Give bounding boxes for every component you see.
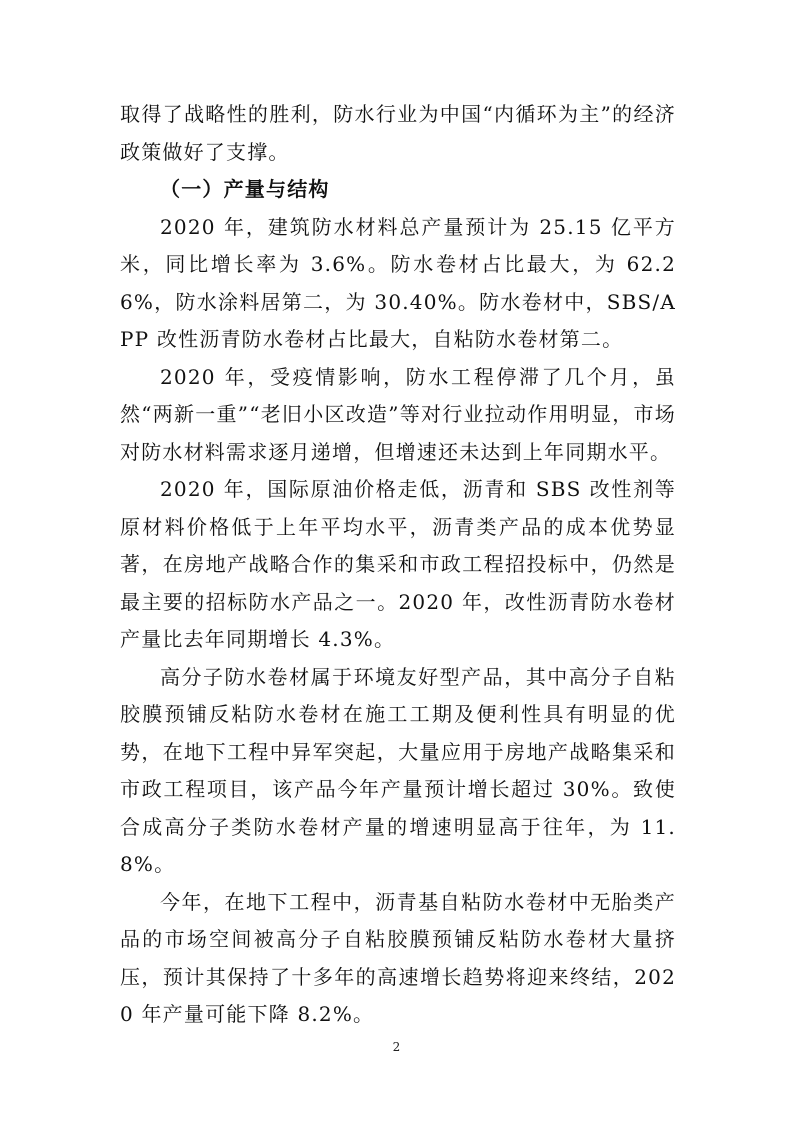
paragraph-pandemic-impact: 2020 年，受疫情影响，防水工程停滞了几个月，虽然“两新一重”“老旧小区改造”等对行业拉动作用明显，市场对防水材料需求逐月递增，但增速还未达到上年同期水平。 (120, 364, 676, 464)
paragraph-underground-engineering: 今年，在地下工程中，沥青基自粘防水卷材中无胎类产品的市场空间被高分子自粘胶膜预铺反粘防水卷材大量挤压，预计其保持了十多年的高速增长趋势将迎来终结，2020 年产量可能下降 8.2%。 (120, 889, 676, 1026)
document-body (120, 96, 676, 1034)
page-number: 2 (392, 1040, 401, 1054)
paragraph-polymer-membrane: 高分子防水卷材属于环境友好型产品，其中高分子自粘胶膜预铺反粘防水卷材在施工工期及便利性具有明显的优势，在地下工程中异军突起，大量应用于房地产战略集采和市政工程项目，该产品今年产量预计增长超过 30%。致使合成高分子类防水卷材产量的增速明显高于往年，为 11.8%。 (120, 664, 676, 876)
paragraph-intro-continuation: 取得了战略性的胜利，防水行业为中国“内循环为主”的经济政策做好了支撑。 (120, 102, 676, 164)
paragraph-production-total: 2020 年，建筑防水材料总产量预计为 25.15 亿平方米，同比增长率为 3.6%。防水卷材占比最大，为 62.26%，防水涂料居第二，为 30.40%。防水卷材中，SBS/APP 改性沥青防水卷材占比最大，自粘防水卷材第二。 (120, 214, 676, 351)
paragraph-oil-price: 2020 年，国际原油价格走低，沥青和 SBS 改性剂等原材料价格低于上年平均水平，沥青类产品的成本优势显著，在房地产战略合作的集采和市政工程招投标中，仍然是最主要的招标防水产品之一。2020 年，改性沥青防水卷材产量比去年同期增长 4.3%。 (120, 477, 676, 651)
section-heading: （一）产量与结构 (160, 177, 330, 201)
